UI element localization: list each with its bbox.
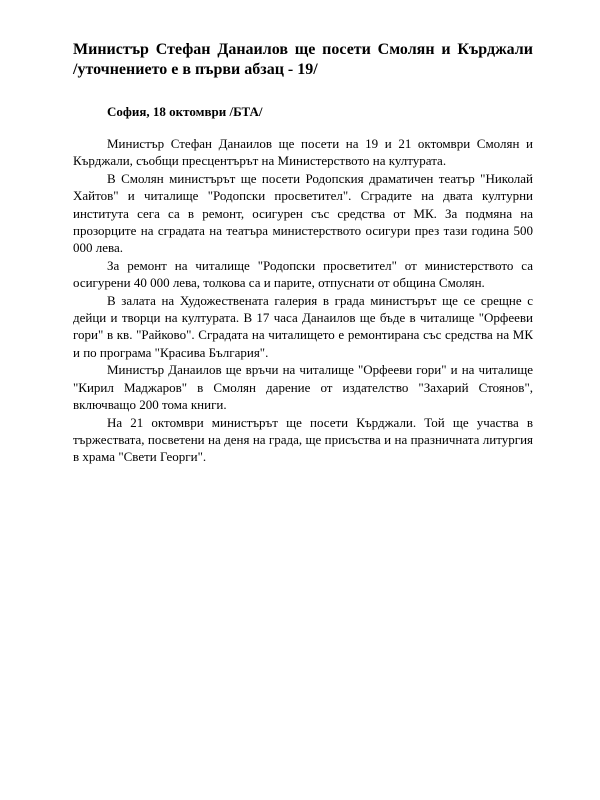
paragraph-4: В залата на Художествената галерия в града министърът ще се срещне с дейци и творци на културата. В 17 часа Данаилов ще бъде в читалище "Орфееви гори" в кв. "Райково". Сградата на читалището е ремонтирана със средства на МК и по програма "Красива България". [73,292,533,360]
paragraph-3: За ремонт на читалище "Родопски просветител" от министерството са осигурени 40 000 лева, толкова са и парите, отпуснати от община Смолян. [73,257,533,291]
paragraph-1: Министър Стефан Данаилов ще посети на 19 и 21 октомври Смолян и Кърджали, съобщи пресцентърът на Министерството на културата. [73,136,533,169]
headline [73,40,533,80]
paragraph-5: Министър Данаилов ще връчи на читалище "Орфееви гори" и на читалище "Кирил Маджаров" в Смолян дарение от издателство "Захарий Стоянов", включващо 200 тома книги. [73,362,533,413]
paragraph-2: В Смолян министърът ще посети Родопския драматичен театър "Николай Хайтов" и читалище "Родопски просветител". Сградите на двата културни института сега са в ремонт, осигурен със средства от МК. За подмяна на прозорците на сградата на театъра министерството осигури през тази година 500 000 лева. [73,170,533,256]
headline-line-2: /уточнението е в първи абзац - 19/ [73,61,318,78]
paragraph-6: На 21 октомври министърът ще посети Кърджали. Той ще участва в тържествата, посветени на деня на града, ще присъства и на празничната литургия в храма "Свети Георги". [73,414,533,465]
dateline: София, 18 октомври /БТА/ [107,104,263,119]
headline-line-1: Министър Стефан Данаилов ще посети Смолян и Кърджали [73,41,533,58]
article-body [73,135,533,466]
